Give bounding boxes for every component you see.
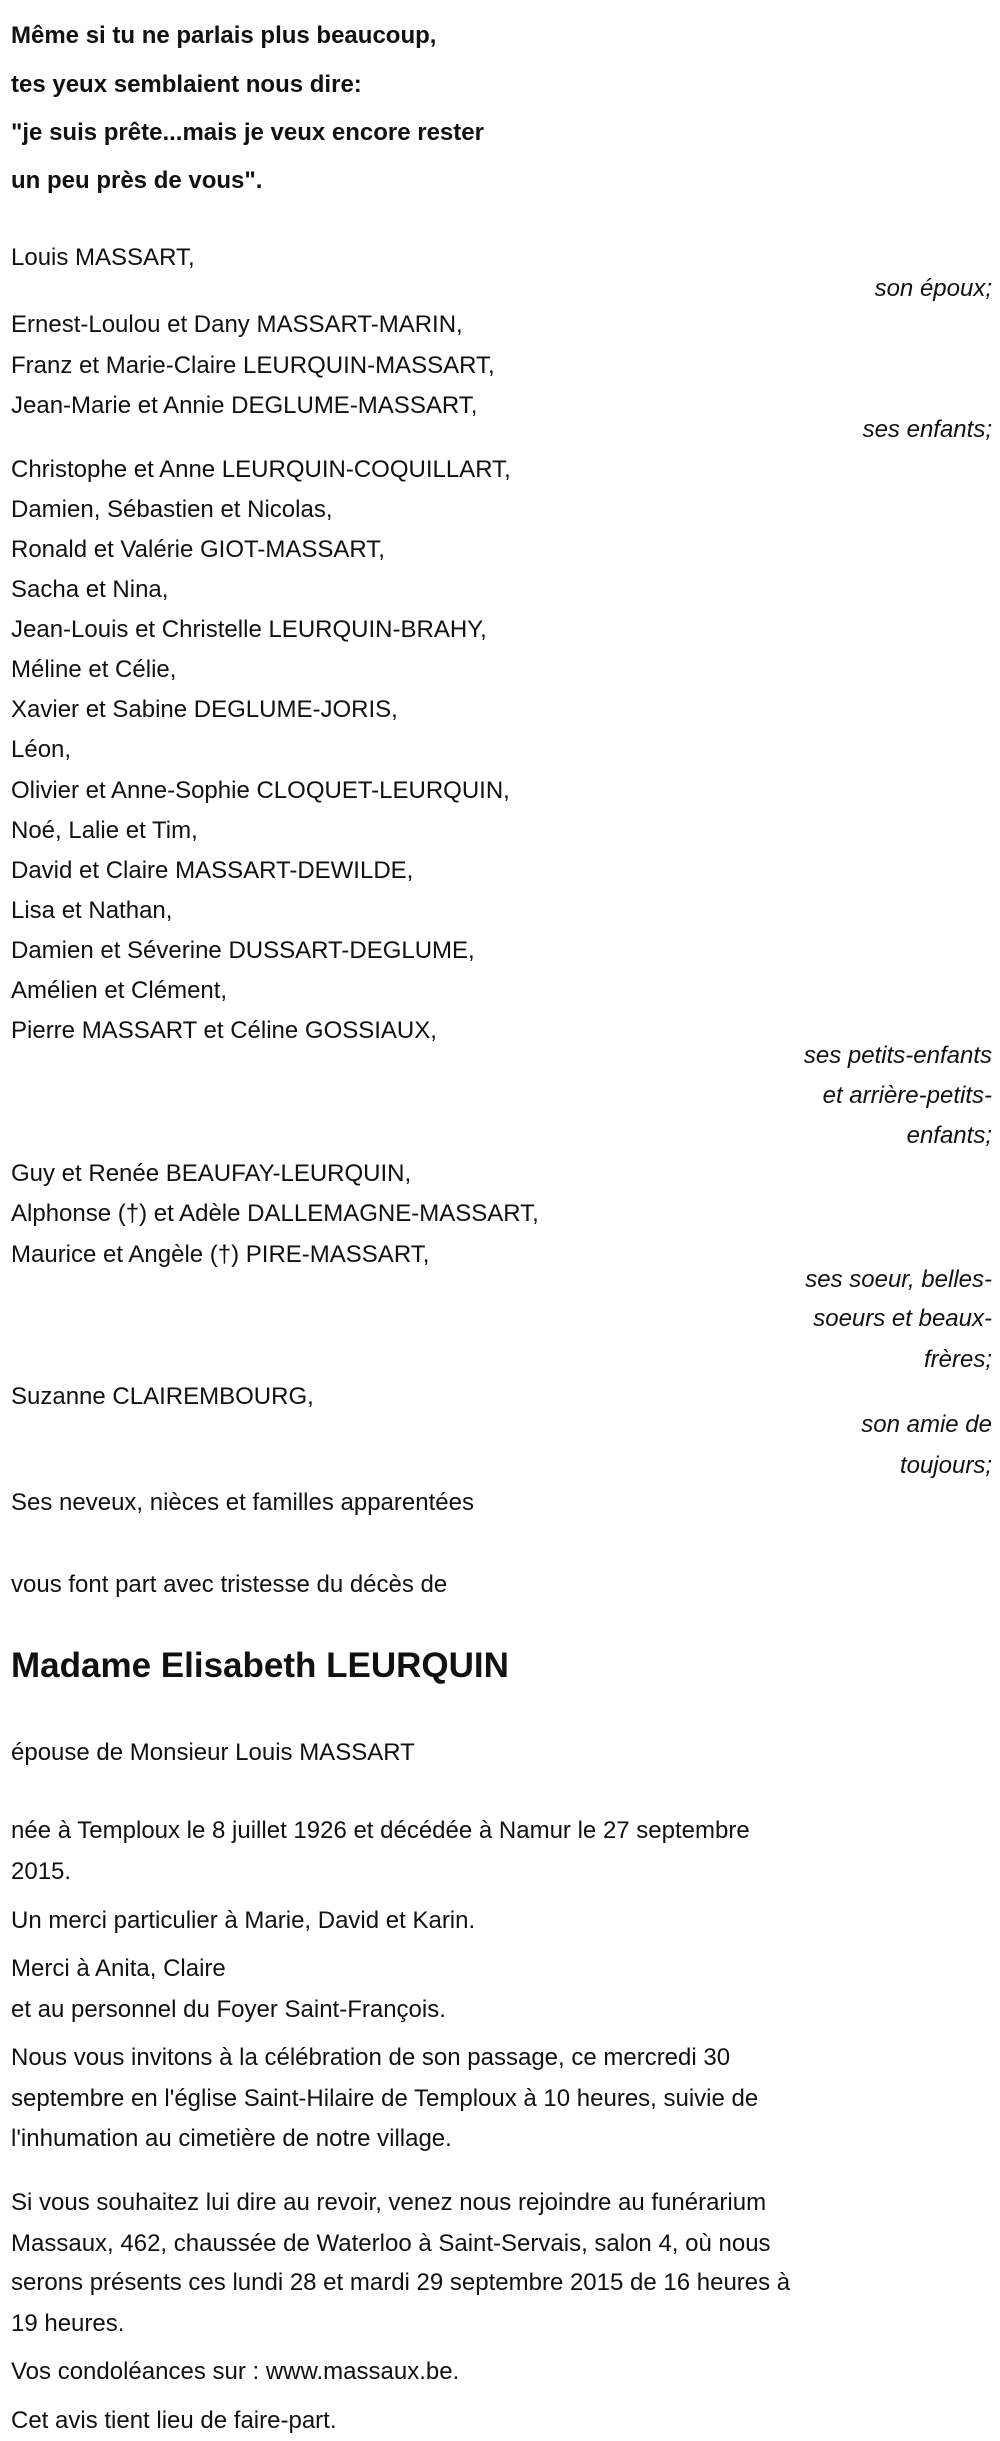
grandchild-name: Christophe et Anne LEURQUIN-COQUILLART,: [11, 456, 511, 483]
friend-role: toujours;: [899, 1452, 992, 1479]
visitation-line: serons présents ces lundi 28 et mardi 29 septembre 2015 de 16 heures à: [11, 2269, 791, 2296]
ceremony-line: l'inhumation au cimetière de notre village.: [11, 2125, 452, 2152]
spouse-name: Louis MASSART,: [11, 244, 195, 271]
thanks-line: Un merci particulier à Marie, David et Karin.: [11, 1907, 476, 1934]
siblings-role: soeurs et beaux-: [813, 1305, 992, 1332]
sibling-name: Alphonse (†) et Adèle DALLEMAGNE-MASSART,: [11, 1200, 539, 1227]
dates-line: née à Temploux le 8 juillet 1926 et décédée à Namur le 27 septembre: [11, 1817, 750, 1844]
child-name: Jean-Marie et Annie DEGLUME-MASSART,: [11, 392, 478, 419]
dates-line: 2015.: [11, 1858, 72, 1885]
grandchild-name: Pierre MASSART et Céline GOSSIAUX,: [11, 1017, 437, 1044]
grandchild-name: Ronald et Valérie GIOT-MASSART,: [11, 536, 385, 563]
quote-line: tes yeux semblaient nous dire:: [11, 71, 362, 98]
friend-role: son amie de: [861, 1411, 992, 1438]
grandchild-name: Léon,: [11, 736, 72, 763]
visitation-line: Si vous souhaitez lui dire au revoir, venez nous rejoindre au funérarium: [11, 2189, 767, 2216]
deceased-spouse: épouse de Monsieur Louis MASSART: [11, 1739, 415, 1766]
grandchild-name: David et Claire MASSART-DEWILDE,: [11, 857, 414, 884]
quote-line: "je suis prête...mais je veux encore rester: [11, 119, 484, 146]
visitation-line: Massaux, 462, chaussée de Waterloo à Saint-Servais, salon 4, où nous: [11, 2230, 771, 2257]
grandchild-name: Jean-Louis et Christelle LEURQUIN-BRAHY,: [11, 616, 487, 643]
visitation-line: 19 heures.: [11, 2310, 125, 2337]
grandchildren-role: enfants;: [906, 1122, 992, 1149]
grandchildren-role: ses petits-enfants: [803, 1042, 992, 1069]
condolences-line: Vos condoléances sur : www.massaux.be.: [11, 2358, 460, 2385]
sibling-name: Guy et Renée BEAUFAY-LEURQUIN,: [11, 1160, 412, 1187]
notice-line: Cet avis tient lieu de faire-part.: [11, 2407, 337, 2434]
grandchild-name: Olivier et Anne-Sophie CLOQUET-LEURQUIN,: [11, 777, 510, 804]
grandchild-name: Damien et Séverine DUSSART-DEGLUME,: [11, 937, 475, 964]
ceremony-line: septembre en l'église Saint-Hilaire de Temploux à 10 heures, suivie de: [11, 2085, 759, 2112]
thanks-line: Merci à Anita, Claire: [11, 1955, 226, 1982]
children-role: ses enfants;: [862, 416, 992, 443]
grandchild-name: Sacha et Nina,: [11, 576, 169, 603]
grandchild-name: Damien, Sébastien et Nicolas,: [11, 496, 333, 523]
grandchild-name: Méline et Célie,: [11, 656, 177, 683]
deceased-name: Madame Elisabeth LEURQUIN: [11, 1646, 509, 1685]
grandchild-name: Noé, Lalie et Tim,: [11, 817, 198, 844]
sibling-name: Maurice et Angèle (†) PIRE-MASSART,: [11, 1241, 430, 1268]
thanks-line: et au personnel du Foyer Saint-François.: [11, 1996, 446, 2023]
grandchildren-role: et arrière-petits-: [822, 1082, 992, 1109]
grandchild-name: Amélien et Clément,: [11, 977, 228, 1004]
quote-line: un peu près de vous".: [11, 167, 263, 194]
siblings-role: ses soeur, belles-: [805, 1266, 992, 1293]
child-name: Ernest-Loulou et Dany MASSART-MARIN,: [11, 311, 463, 338]
quote-line: Même si tu ne parlais plus beaucoup,: [11, 22, 437, 49]
grandchild-name: Xavier et Sabine DEGLUME-JORIS,: [11, 696, 398, 723]
other-relatives: Ses neveux, nièces et familles apparentées: [11, 1489, 474, 1516]
child-name: Franz et Marie-Claire LEURQUIN-MASSART,: [11, 352, 495, 379]
spouse-role: son époux;: [874, 275, 992, 302]
announcement: vous font part avec tristesse du décès de: [11, 1571, 448, 1598]
siblings-role: frères;: [923, 1346, 992, 1373]
friend-name: Suzanne CLAIREMBOURG,: [11, 1383, 314, 1410]
ceremony-line: Nous vous invitons à la célébration de son passage, ce mercredi 30: [11, 2044, 731, 2071]
grandchild-name: Lisa et Nathan,: [11, 897, 173, 924]
